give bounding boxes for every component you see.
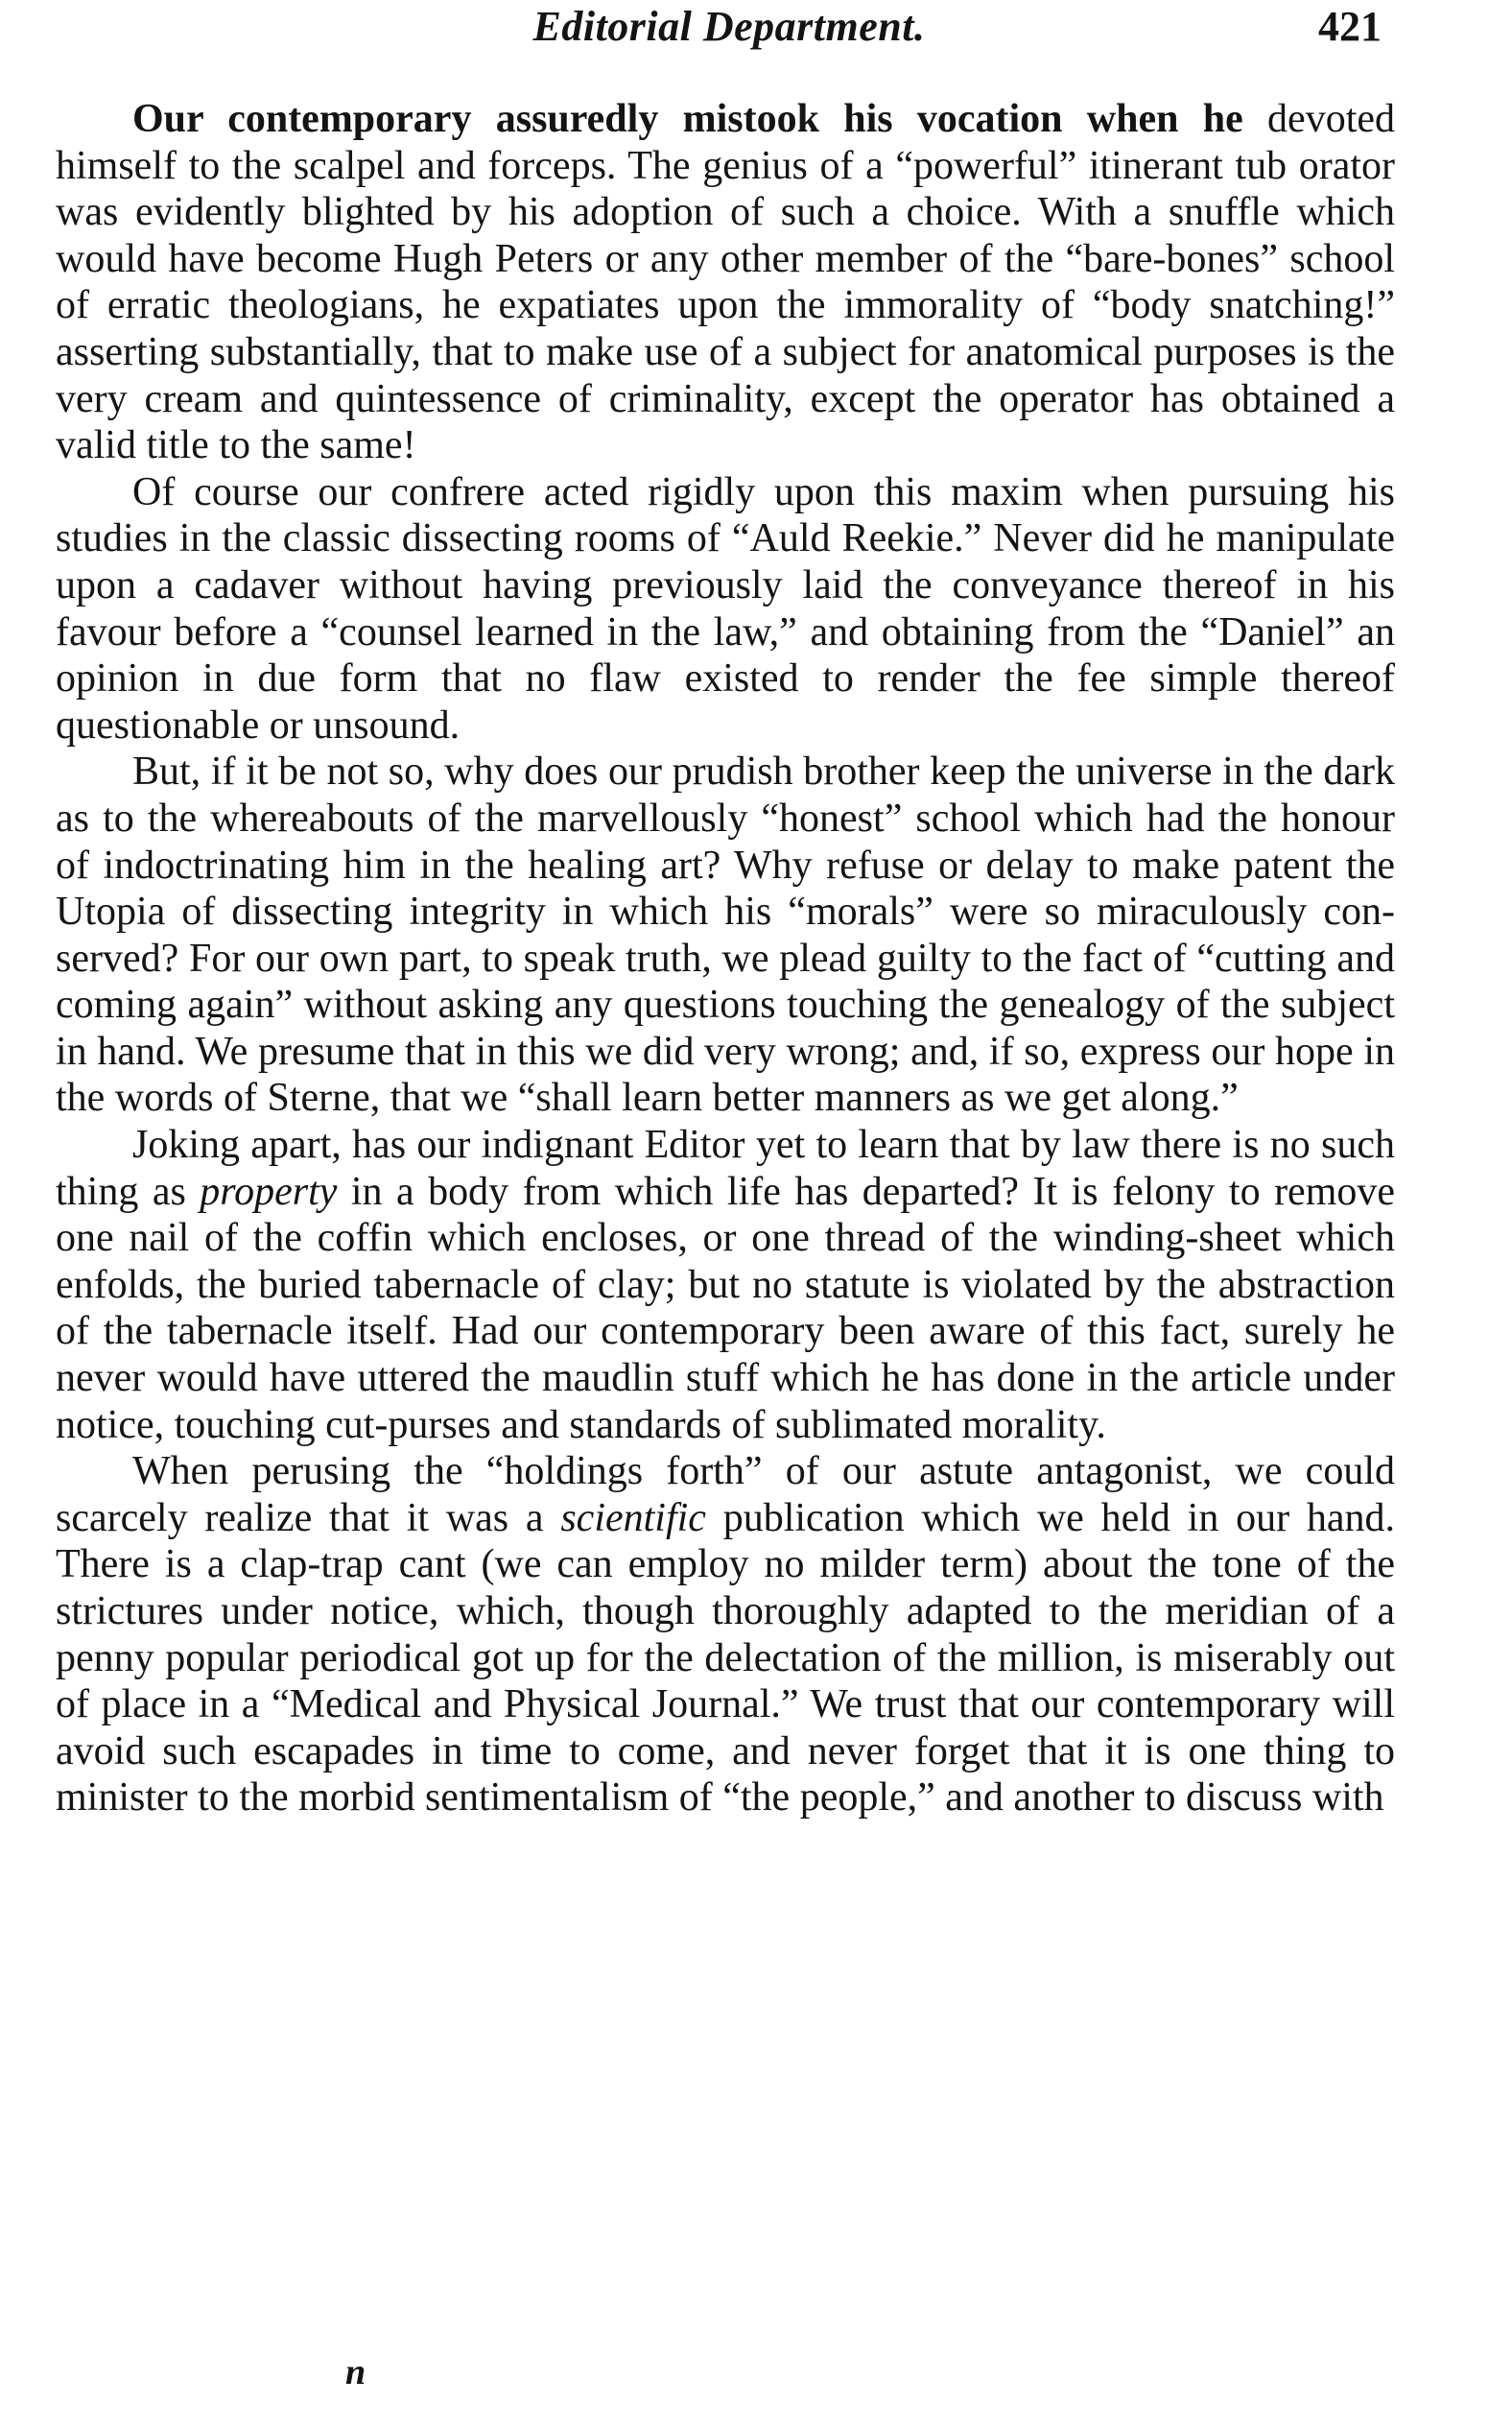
paragraph-5-text-after: publication which we held in our hand. There is a clap-trap cant (we can employ no milder term) about the tone of the strictures under notice, which, though thoroughly adapted to the meridian of a penny popular periodical got up for the delectation of the million, is miserably out of place in a “Medical and Physical Journal.” We trust that our contemporary will avoid such escapades in time to come, and never forget that it is one thing to minister to the morbid sentimentalism of “the people,” and another to discuss with <box>56 1495 1395 1820</box>
paragraph-1-text: devoted himself to the scalpel and forceps. The genius of a “powerful” itinerant tub orator was evidently blighted by his adoption of such a choice. With a snuffle which would have become Hugh Peters or any other member of the “bare-bones” school of erratic theologians, he expatiates upon the immorality of “body snatching!” asserting substantially, that to make use of a subject for anatomical purposes is the very cream and quintessence of criminality, except the operator has obtained a valid title to the same! <box>56 97 1396 468</box>
paragraph-4 <box>56 1122 1395 1448</box>
running-head: Editorial Department. <box>532 3 926 50</box>
paragraph-2-text: Of course our confrere acted rigidly upon this maxim when pursuing his studies in the classic dissecting rooms of “Auld Reekie.” Never did he manipulate upon a cadaver without having previously laid the conveyance thereof in his favour before a “counsel learned in the law,” and obtaining from the “Daniel” an opinion in due form that no flaw existed to render the fee simple thereof questionable or unsound. <box>56 469 1395 748</box>
page-number: 421 <box>1318 3 1382 50</box>
paragraph-4-text: Joking apart, has our indignant Editor yet to learn that by law there is no such thing as <box>56 1123 1395 1214</box>
paragraph-5-emphasis: scientific <box>560 1495 706 1540</box>
paragraph-4-emphasis: property <box>200 1169 338 1214</box>
paragraph-1 <box>56 96 1395 469</box>
paragraph-3 <box>56 749 1395 1122</box>
paragraph-5 <box>56 1448 1395 1821</box>
paragraph-3-text: But, if it be not so, why does our prudish brother keep the universe in the dark as to the whereabouts of the marvellously “honest” school which had the honour of indoctrinating him in the healing art? Why refuse or delay to make patent the Utopia of dissecting integrity in which his “morals” were so miraculously conserved? For our own part, to speak truth, we plead guilty to the fact of “cutting and coming again” without asking any questions touching the genealogy of the subject in hand. We presume that in this we did very wrong; and, if so, express our hope in the words of Sterne, that we “shall learn better manners as we get along.” <box>56 750 1395 1121</box>
page-header <box>58 0 1401 67</box>
signature-mark: n <box>345 2352 366 2392</box>
paragraph-4-text-after: in a body from which life has departed? It is felony to remove one nail of the coffin which encloses, or one thread of the winding-sheet which enfolds, the buried tabernacle of clay; but no statute is violated by the abstraction of the tabernacle itself. Had our contemporary been aware of this fact, surely he never would have uttered the maudlin stuff which he has done in the article under notice, touching cut-purses and standards of sublimated morality. <box>56 1169 1396 1447</box>
paragraph-5-text: When perusing the “holdings forth” of our astute antagonist, we could scarcely realize that it was a <box>56 1449 1395 1540</box>
article-body <box>56 96 1395 1821</box>
paragraph-1-lead: Our contemporary assuredly mistook his vocation when he <box>132 97 1243 141</box>
paragraph-2 <box>56 469 1395 750</box>
